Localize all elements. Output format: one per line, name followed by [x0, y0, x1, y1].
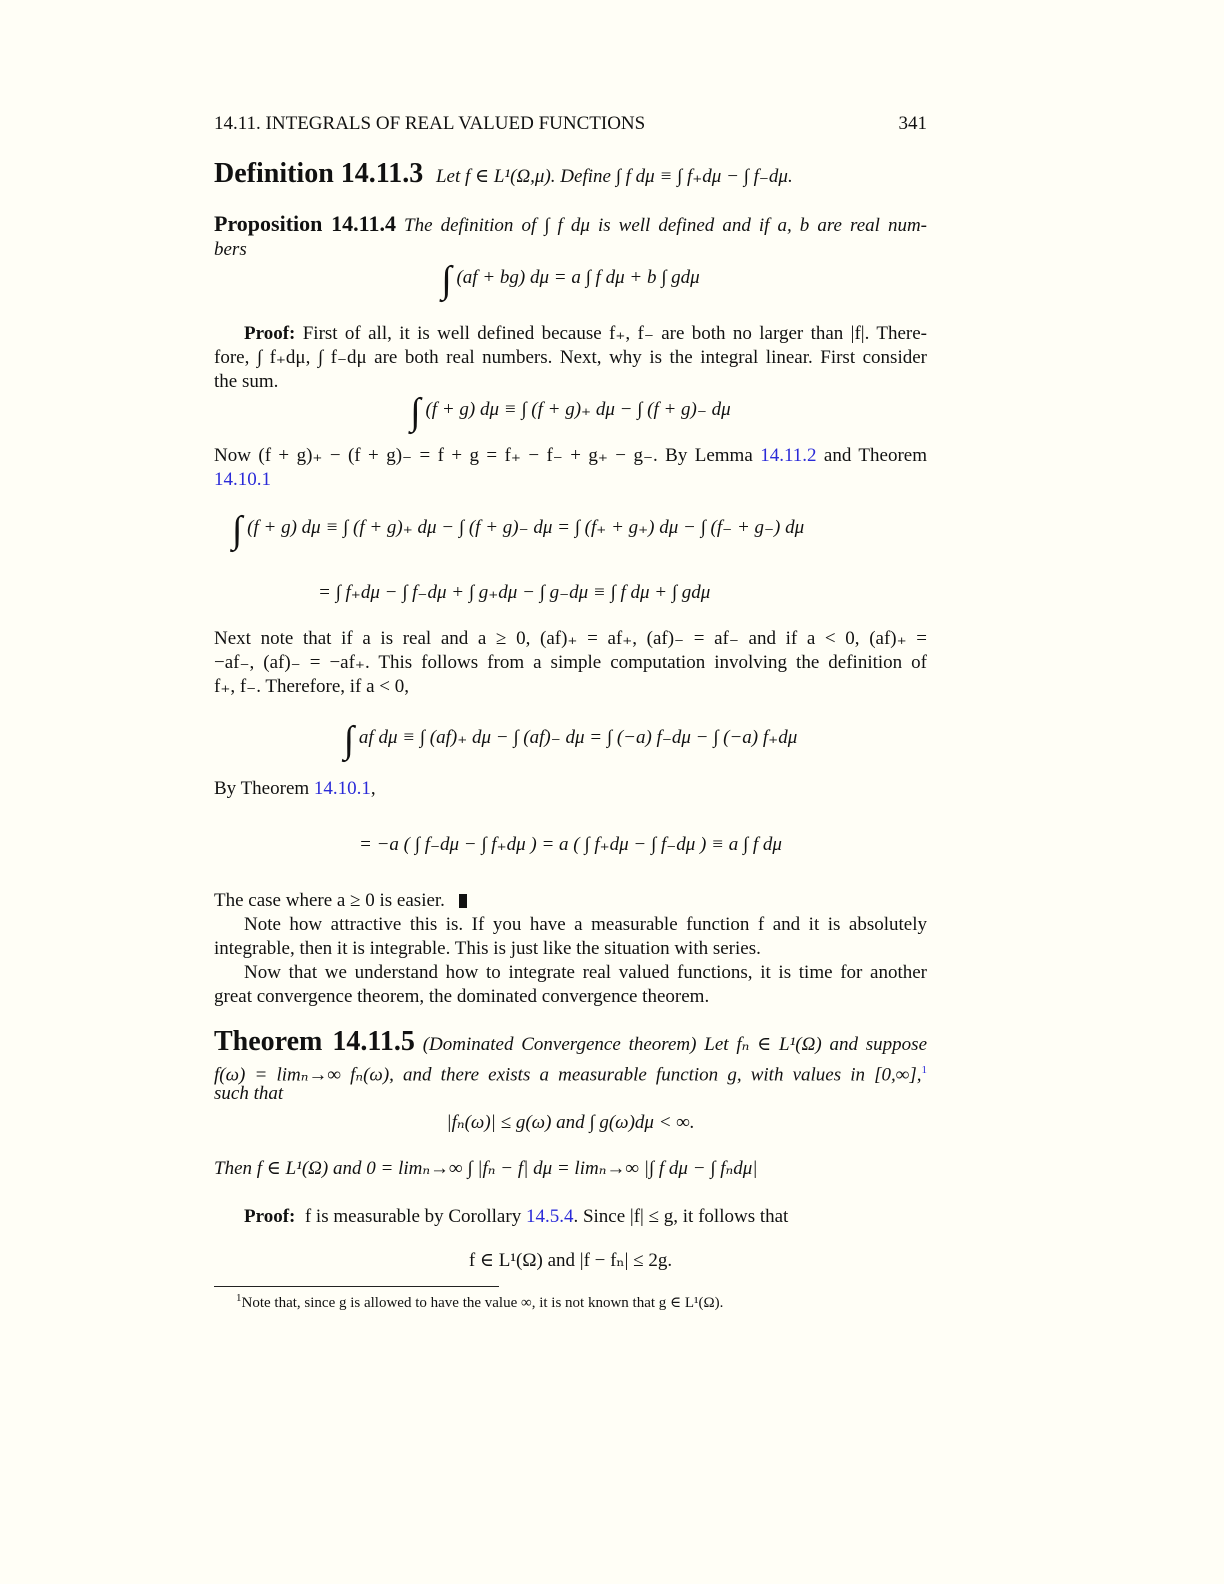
theorem-line-3 [214, 1082, 927, 1106]
footnote-link[interactable]: 1 [921, 1064, 927, 1076]
next-line-3: f₊, f₋. Therefore, if a < 0, [214, 676, 410, 697]
by-theorem-line: By Theorem 14.10.1, [214, 778, 376, 799]
equation-text: |fₙ(ω)| ≤ g(ω) and ∫ g(ω)dμ < ∞. [446, 1112, 695, 1133]
proof-text: First of all, it is well defined because f₊, f₋ are both no larger than |f|. There- [302, 323, 927, 344]
proof-line-1 [214, 322, 927, 346]
equation-text: af dμ ≡ ∫ (af)₊ dμ − ∫ (af)₋ dμ = ∫ (−a) f₋dμ − ∫ (−a) f₊dμ [358, 727, 798, 748]
theorem-equation [214, 1111, 927, 1135]
theorem-text: such that [214, 1083, 284, 1104]
proof-line-3: the sum. [214, 371, 279, 392]
by-theorem-text: By Theorem [214, 778, 310, 799]
definition-label: Definition 14.11.3 [214, 158, 424, 189]
case-text: The case where a ≥ 0 is easier. [214, 890, 445, 911]
proposition-text: The definition of ∫ f dμ is well defined and if a, b are real num- [404, 215, 927, 236]
now-line-1 [214, 444, 927, 468]
theorem-line-1 [214, 1026, 928, 1057]
proposition-line-2 [214, 238, 927, 262]
now-text: Now (f + g)₊ − (f + g)₋ = f + g = f₊ − f₋ + g₊ − g₋. By Lemma [214, 445, 753, 466]
proof2-line [214, 1205, 927, 1229]
theorem-text: f(ω) = limₙ→∞ fₙ(ω), and there exists a measurable function g, with values in [0,∞], [214, 1064, 922, 1086]
note-line-1: Note how attractive this is. If you have a measurable function f and it is absolutely [244, 914, 927, 935]
theorem-conclusion [214, 1157, 927, 1181]
proof-text-cont: . Since |f| ≤ g, it follows that [573, 1206, 789, 1227]
case-line [214, 889, 927, 913]
equation-long-2 [318, 581, 1031, 605]
proof2-equation: f ∈ L¹(Ω) and |f − fₙ| ≤ 2g. [468, 1250, 673, 1271]
equation-text: (f + g) dμ ≡ ∫ (f + g)₊ dμ − ∫ (f + g)₋ dμ = ∫ (f₊ + g₊) dμ − ∫ (f₋ + g₋) dμ [247, 517, 805, 538]
equation-text: (f + g) dμ ≡ ∫ (f + g)₊ dμ − ∫ (f + g)₋ dμ [425, 399, 731, 420]
footnote-text: Note that, since g is allowed to have the value ∞, it is not known that g ∈ L¹(Ω). [241, 1295, 724, 1311]
equation-linearity: ∫ (af + bg) dμ = a ∫ f dμ + b ∫ gdμ [441, 259, 700, 301]
theorem-text: (Dominated Convergence theorem) Let fₙ ∈ L¹(Ω) and suppose [422, 1034, 928, 1055]
equation-final [214, 833, 927, 857]
equation-negative: ∫ af dμ ≡ ∫ (af)₊ dμ − ∫ (af)₋ dμ = ∫ (−a) f₋dμ − ∫ (−a) f₊dμ [343, 719, 798, 761]
footnote-divider [214, 1286, 499, 1287]
proof-label: Proof: [244, 1206, 296, 1227]
and-theorem-text: and Theorem [823, 445, 928, 466]
proof-line-2: fore, ∫ f₊dμ, ∫ f₋dμ are both real numbers. Next, why is the integral linear. First consider [214, 347, 927, 368]
corollary-link[interactable]: 14.5.4 [525, 1206, 574, 1227]
definition [214, 158, 927, 189]
equation-text: (af + bg) dμ = a ∫ f dμ + b ∫ gdμ [456, 267, 700, 288]
next-line-2: −af₋, (af)₋ = −af₊. This follows from a simple computation involving the definition of [214, 652, 927, 673]
proposition-label: Proposition 14.11.4 [214, 211, 396, 236]
proposition-text-cont: bers [214, 239, 247, 260]
running-header [214, 112, 927, 136]
definition-text: Let f ∈ L¹(Ω,μ). Define ∫ f dμ ≡ ∫ f₊dμ − ∫ f₋dμ. [435, 166, 793, 187]
theorem-link[interactable]: 14.10.1 [313, 778, 371, 799]
qed-symbol-icon [459, 894, 467, 908]
proof-text: f is measurable by Corollary [304, 1206, 522, 1227]
next-line-1: Next note that if a is real and a ≥ 0, (af)₊ = af₊, (af)₋ = af₋ and if a < 0, (af)₊ = [214, 628, 927, 649]
note-line-2: integrable, then it is integrable. This is just like the situation with series. [214, 938, 761, 959]
proof-label: Proof: [244, 323, 296, 344]
section-title: 14.11. INTEGRALS OF REAL VALUED FUNCTIONS [214, 113, 646, 134]
equation-text: = −a ( ∫ f₋dμ − ∫ f₊dμ ) = a ( ∫ f₊dμ − ∫ f₋dμ ) ≡ a ∫ f dμ [359, 834, 782, 855]
lemma-link[interactable]: 14.11.2 [760, 445, 817, 466]
theorem-label: Theorem 14.11.5 [214, 1026, 415, 1057]
now-that-line-2: great convergence theorem, the dominated convergence theorem. [214, 986, 710, 1007]
equation-long-1: ∫ (f + g) dμ ≡ ∫ (f + g)₊ dμ − ∫ (f + g)₋ dμ = ∫ (f₊ + g₊) dμ − ∫ (f₋ + g₋) dμ [232, 509, 805, 551]
footnote [236, 1292, 723, 1312]
equation-text: = ∫ f₊dμ − ∫ f₋dμ + ∫ g₊dμ − ∫ g₋dμ ≡ ∫ f dμ + ∫ gdμ [318, 582, 711, 603]
now-that-line-1: Now that we understand how to integrate real valued functions, it is time for another [244, 962, 927, 983]
equation-sum: ∫ (f + g) dμ ≡ ∫ (f + g)₊ dμ − ∫ (f + g)₋ dμ [410, 391, 731, 433]
page-number: 341 [898, 113, 927, 134]
footnote-mark: 1 [236, 1292, 242, 1304]
now-line-2 [214, 468, 927, 492]
theorem-link[interactable]: 14.10.1 [214, 469, 271, 490]
proposition-line-1 [214, 212, 927, 238]
conclusion-text: Then f ∈ L¹(Ω) and 0 = limₙ→∞ ∫ |fₙ − f| dμ = limₙ→∞ |∫ f dμ − ∫ fₙdμ| [214, 1158, 758, 1179]
